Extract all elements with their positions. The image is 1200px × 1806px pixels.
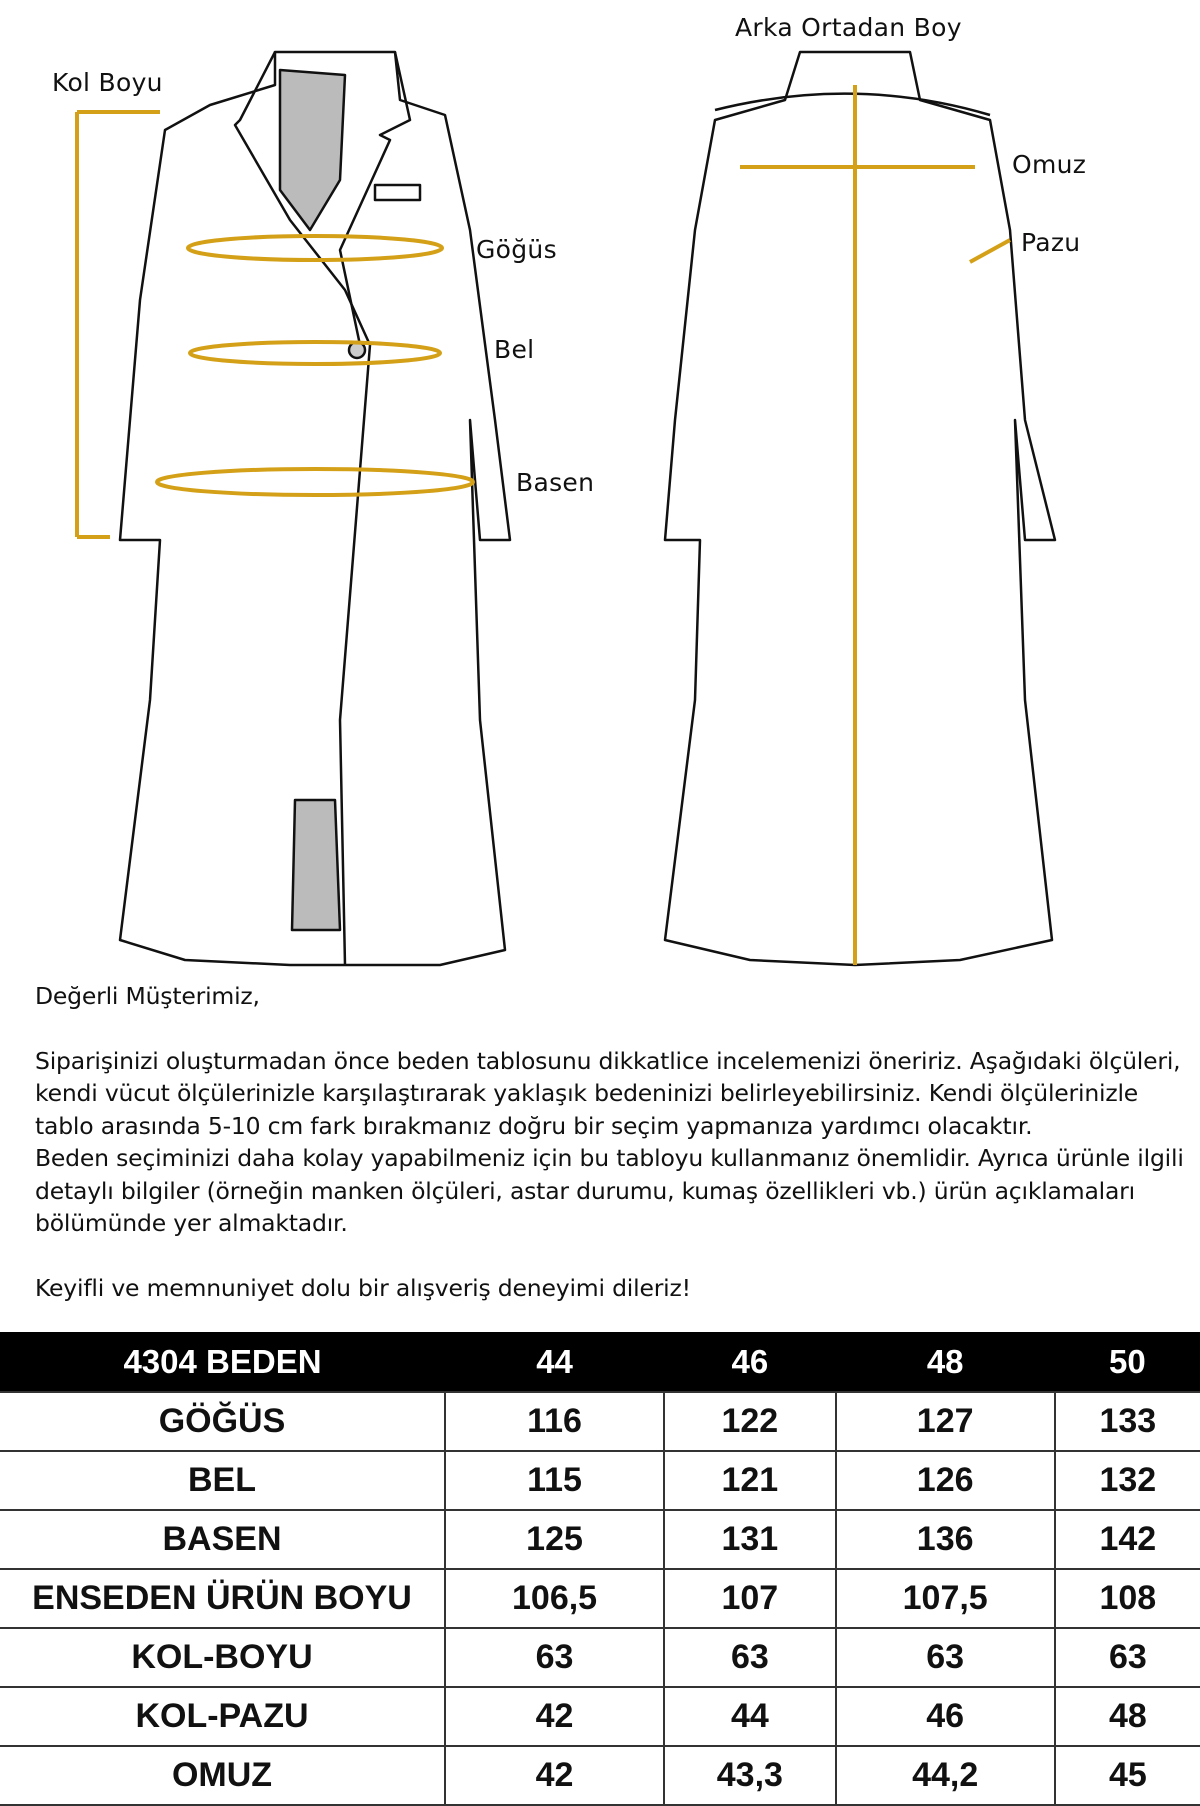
- size-value: 142: [1055, 1510, 1200, 1569]
- size-value: 116: [445, 1392, 664, 1451]
- size-value: 131: [664, 1510, 836, 1569]
- size-value: 133: [1055, 1392, 1200, 1451]
- header-cell: 46: [664, 1332, 836, 1392]
- size-value: 48: [1055, 1687, 1200, 1746]
- row-label: ENSEDEN ÜRÜN BOYU: [0, 1569, 445, 1628]
- header-cell: 48: [836, 1332, 1055, 1392]
- row-label: BASEN: [0, 1510, 445, 1569]
- size-value: 63: [836, 1628, 1055, 1687]
- label-back-length: Arka Ortadan Boy: [735, 13, 962, 42]
- greeting: Değerli Müşterimiz,: [35, 982, 260, 1010]
- size-value: 136: [836, 1510, 1055, 1569]
- size-value: 122: [664, 1392, 836, 1451]
- header-cell: 44: [445, 1332, 664, 1392]
- back-coat: [665, 52, 1055, 965]
- size-value: 126: [836, 1451, 1055, 1510]
- table-row: [0, 1687, 1200, 1746]
- size-value: 63: [664, 1628, 836, 1687]
- paragraph-1: Siparişinizi oluşturmadan önce beden tablosunu dikkatlice incelemenizi öneririz. Aşağıdaki ölçüleri, kendi vücut ölçülerinizle karşılaştırarak yaklaşık bedeninizi belirleyebilirsiniz. Kendi ölçülerinizle tablo arasında 5-10 cm fark bırakmanız doğru bir seçim yapmanıza yardımcı olacaktır.: [35, 1046, 1181, 1140]
- size-value: 44,2: [836, 1746, 1055, 1805]
- row-label: GÖĞÜS: [0, 1392, 445, 1451]
- size-value: 46: [836, 1687, 1055, 1746]
- label-bicep: Pazu: [1021, 228, 1081, 257]
- table-row: [0, 1451, 1200, 1510]
- table-row: [0, 1746, 1200, 1805]
- size-value: 108: [1055, 1569, 1200, 1628]
- size-value: 107: [664, 1569, 836, 1628]
- table-row: [0, 1392, 1200, 1451]
- size-value: 125: [445, 1510, 664, 1569]
- label-sleeve-length: Kol Boyu: [52, 68, 163, 97]
- paragraph-2: Beden seçiminizi daha kolay yapabilmeniz için bu tabloyu kullanmanız önemlidir. Ayrıca ürünle ilgili detaylı bilgiler (örneğin manken ölçüleri, astar durumu, kumaş özellikleri vb.) ürün açıklamaları bölümünde yer almaktadır.: [35, 1144, 1184, 1237]
- row-label: OMUZ: [0, 1746, 445, 1805]
- size-value: 42: [445, 1746, 664, 1805]
- row-label: KOL-BOYU: [0, 1628, 445, 1687]
- row-label: BEL: [0, 1451, 445, 1510]
- label-chest: Göğüs: [476, 235, 557, 264]
- size-value: 43,3: [664, 1746, 836, 1805]
- header-cell: 4304 BEDEN: [0, 1332, 445, 1392]
- label-hip: Basen: [516, 468, 595, 497]
- table-row: [0, 1569, 1200, 1628]
- size-value: 63: [1055, 1628, 1200, 1687]
- label-shoulder: Omuz: [1012, 150, 1087, 179]
- size-value: 115: [445, 1451, 664, 1510]
- size-value: 106,5: [445, 1569, 664, 1628]
- size-value: 132: [1055, 1451, 1200, 1510]
- table-row: [0, 1510, 1200, 1569]
- size-value: 127: [836, 1392, 1055, 1451]
- size-value: 121: [664, 1451, 836, 1510]
- closing: Keyifli ve memnuniyet dolu bir alışveriş deneyimi dileriz!: [35, 1273, 691, 1302]
- header-cell: 50: [1055, 1332, 1200, 1392]
- table-row: [0, 1628, 1200, 1687]
- size-table: [0, 1332, 1200, 1806]
- row-label: KOL-PAZU: [0, 1687, 445, 1746]
- size-value: 63: [445, 1628, 664, 1687]
- label-waist: Bel: [494, 335, 535, 364]
- customer-message: [35, 980, 1185, 1304]
- table-header-row: [0, 1332, 1200, 1392]
- size-value: 45: [1055, 1746, 1200, 1805]
- size-value: 42: [445, 1687, 664, 1746]
- size-value: 44: [664, 1687, 836, 1746]
- size-value: 107,5: [836, 1569, 1055, 1628]
